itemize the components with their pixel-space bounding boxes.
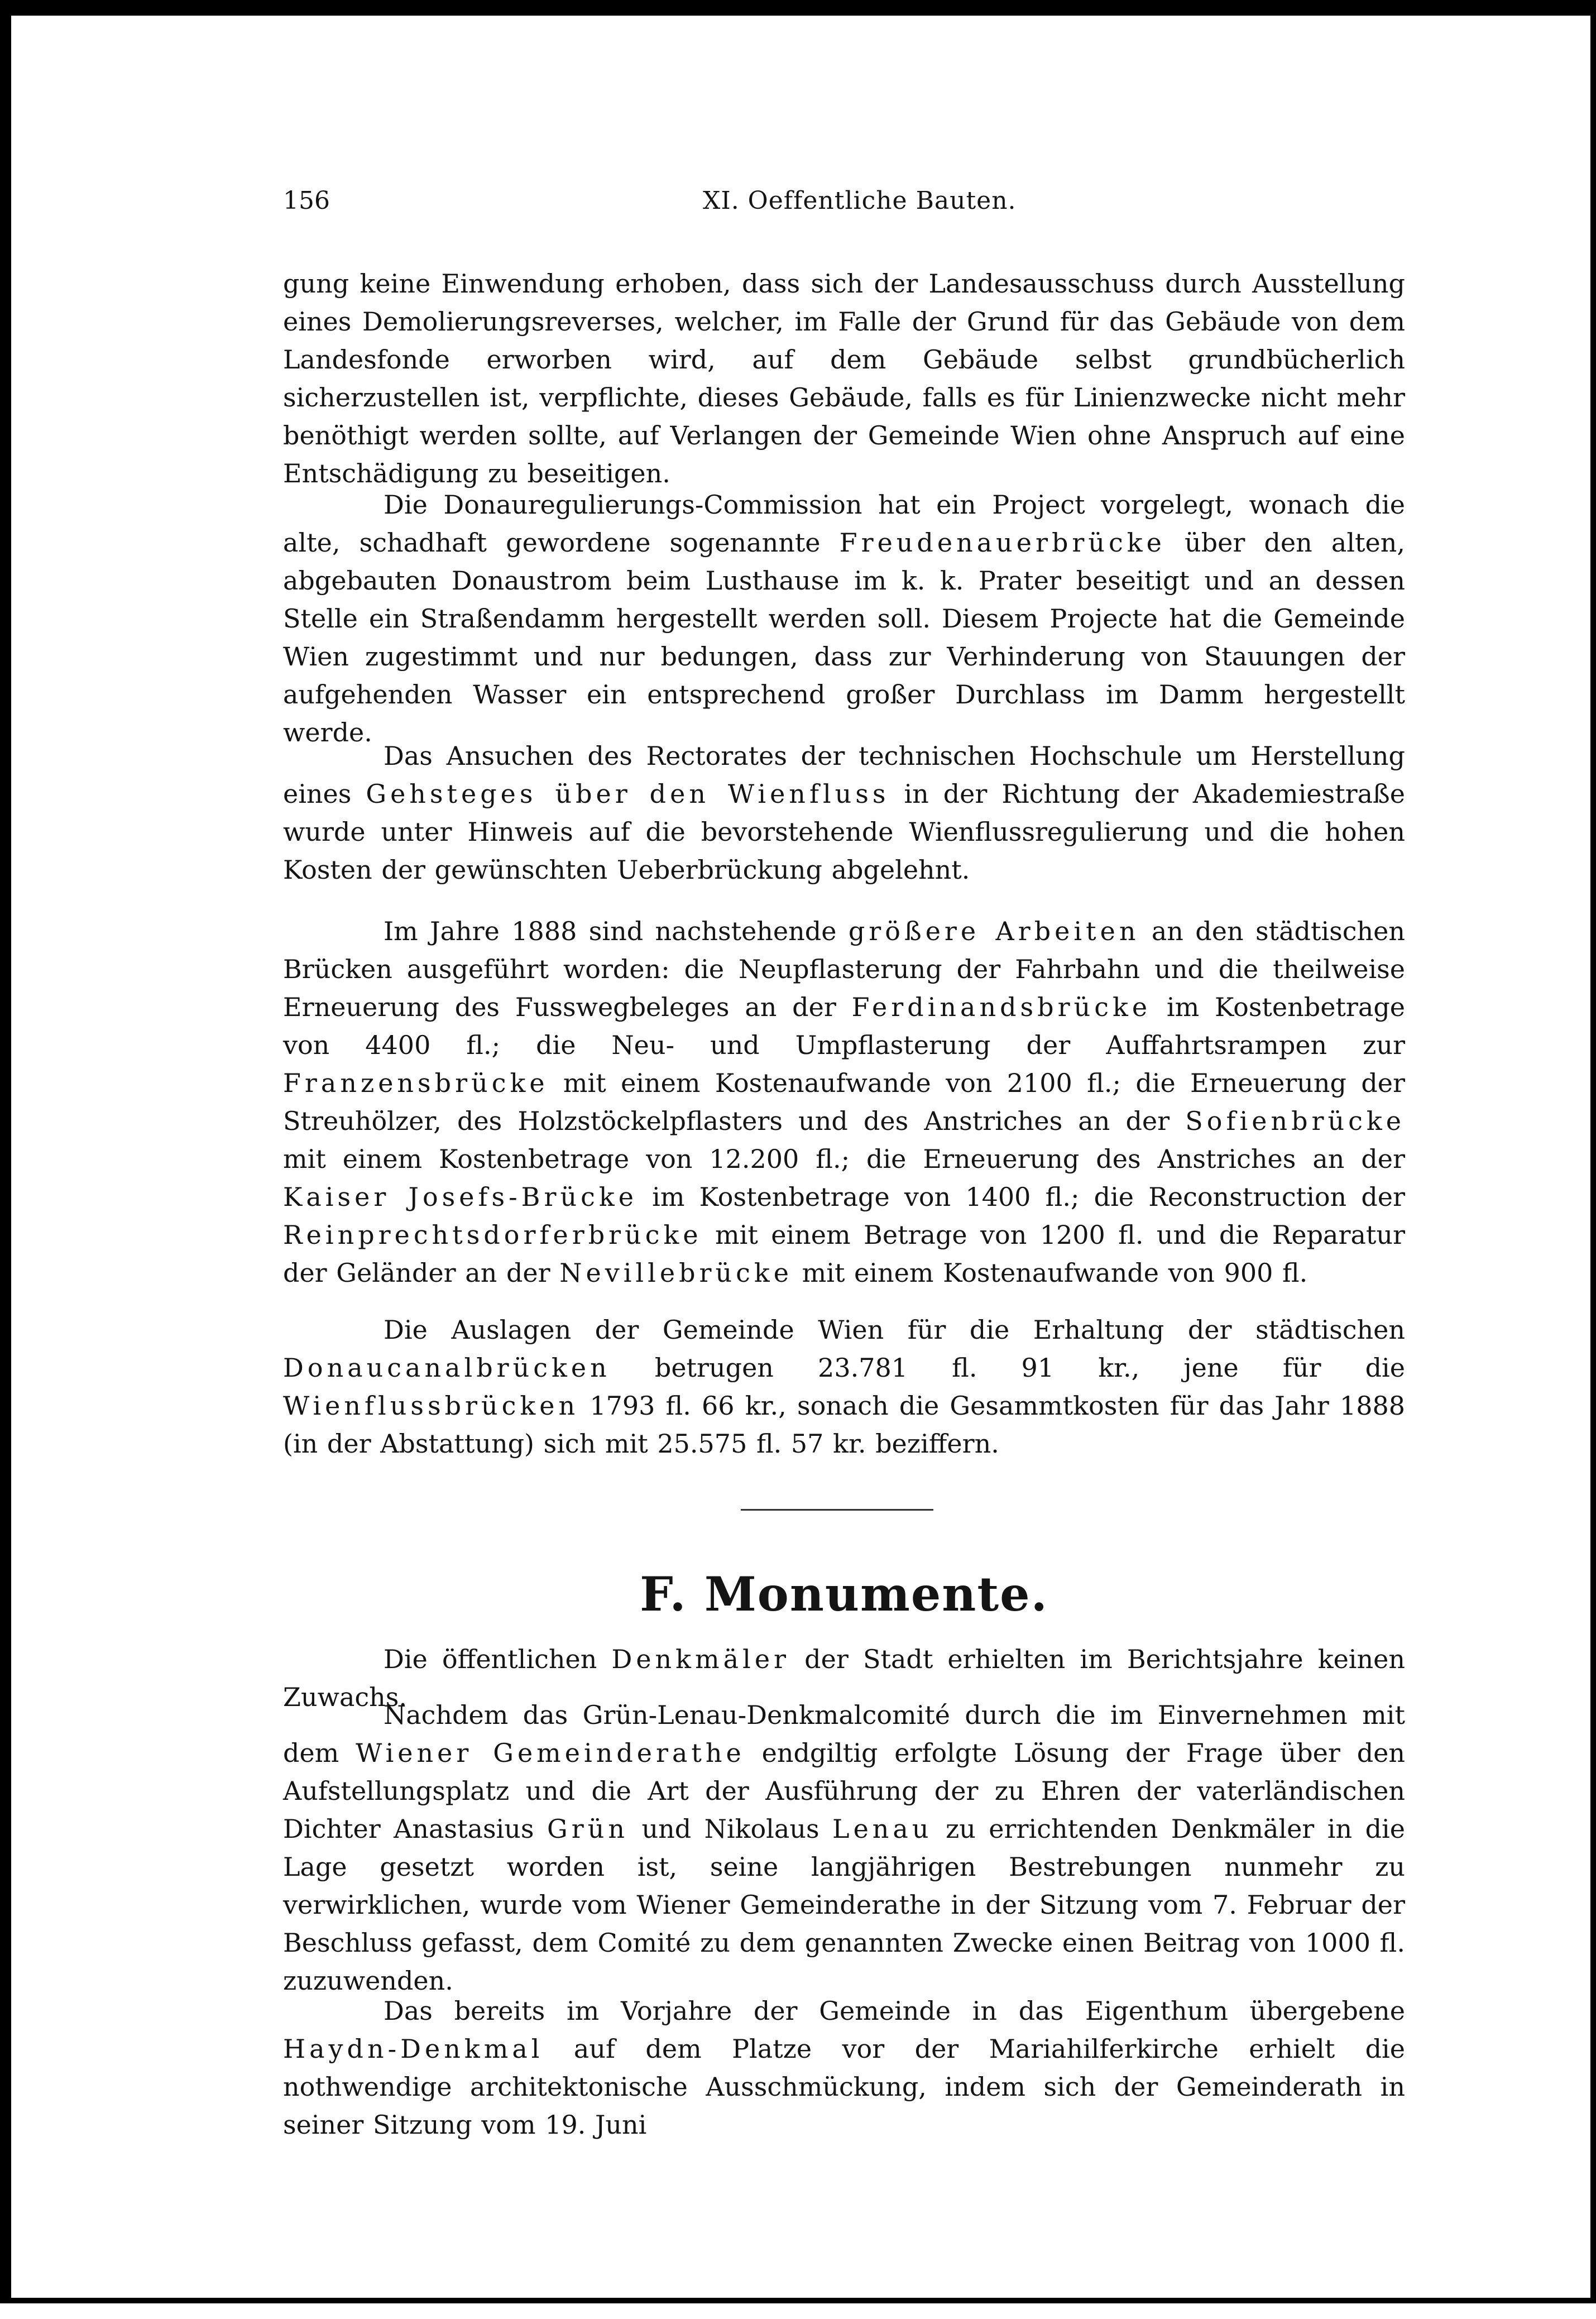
- gehsteg-wienfluss: Gehsteges über den Wienfluss: [366, 779, 890, 809]
- paragraph-freudenauerbruecke: [283, 486, 1405, 751]
- page-body: [283, 16, 1405, 2319]
- running-header: [283, 184, 1405, 218]
- bridge-name-franzensbruecke: Franzensbrücke: [283, 1068, 549, 1098]
- paragraph-bridge-works-1888: [283, 912, 1405, 1292]
- text-run: in der Richtung der Akademiestraße wurde unter Hinweis auf die bevorstehende Wienflussregulierung und die hohen Kosten der gewünschten Ueberbrückung abgelehnt.: [283, 779, 1405, 885]
- text-run: endgiltig erfolgte Lösung der Frage über den Aufstellungsplatz und die Art der Ausführung der zu Ehren der vaterländischen Dichter Anastasius: [283, 1738, 1405, 1844]
- text-run: Das bereits im Vorjahre der Gemeinde in das Eigenthum übergebene: [384, 1996, 1405, 2026]
- bridge-name-nevillebruecke: Nevillebrücke: [559, 1258, 793, 1288]
- text-run: mit einem Kostenbetrage von 12.200 fl.; die Erneuerung des Anstriches an der: [283, 1144, 1405, 1174]
- paragraph-expenses-summary: [283, 1311, 1405, 1463]
- bridge-group-wienflussbruecken: Wienflussbrücken: [283, 1391, 579, 1421]
- monument-name-haydn-denkmal: Haydn-Denkmal: [283, 2034, 544, 2064]
- text-run: betrugen 23.781 fl. 91 kr., jene für die: [610, 1353, 1405, 1383]
- bridge-name-reinprechtsdorferbruecke: Reinprechtsdorferbrücke: [283, 1220, 702, 1250]
- text-run: Die öffentlichen: [384, 1644, 612, 1674]
- page-number: 156: [283, 186, 330, 215]
- text-run: im Kostenbetrage von 4400 fl.; die Neu- und Umpflasterung der Auffahrtsrampen zur: [283, 992, 1406, 1060]
- text-run: Die Auslagen der Gemeinde Wien für die Erhaltung der städtischen: [384, 1315, 1405, 1345]
- poet-name-gruen: Grün: [547, 1814, 629, 1844]
- text-run: der Stadt erhielten im Berichtsjahre keinen Zuwachs.: [283, 1644, 1405, 1712]
- text-run: 1793 fl. 66 kr., sonach die Gesammtkosten für das Jahr 1888 (in der Abstattung) sich mit 25.575 fl. 57 kr. beziffern.: [283, 1391, 1405, 1459]
- wiener-gemeinderath-emphasis: Wiener Gemeinderathe: [356, 1738, 745, 1768]
- text-run: über den alten, abgebauten Donaustrom beim Lusthause im k. k. Prater beseitigt und an dessen Stelle ein Straßendamm hergestellt werden soll. Diesem Projecte hat die Gemeinde Wien zugestimmt und nur bedungen, dass zur Verhinderung von Stauungen der aufgehenden Wasser ein entsprechend großer Durchlass im Damm hergestellt werde.: [283, 528, 1405, 748]
- bridge-name-freudenauerbruecke: Freudenauerbrücke: [839, 528, 1166, 558]
- bridge-group-donaucanalbruecken: Donaucanalbrücken: [283, 1353, 611, 1383]
- text-run: Die Donauregulierungs-Commission hat ein Project vorgelegt, wonach die alte, schadhaft gewordene sogenannte: [283, 490, 1405, 558]
- text-run: und Nikolaus: [628, 1814, 833, 1844]
- text-run: mit einem Kostenaufwande von 2100 fl.; die Erneuerung der Streuhölzer, des Holzstöckelpflasters und des Anstriches an der: [283, 1068, 1405, 1136]
- text-run: mit einem Kostenaufwande von 900 fl.: [793, 1258, 1308, 1288]
- text-run: im Kostenbetrage von 1400 fl.; die Reconstruction der: [637, 1182, 1406, 1212]
- running-title: XI. Oeffentliche Bauten.: [703, 186, 1017, 215]
- text-run: an den städtischen Brücken ausgeführt worden: die Neupflasterung der Fahrbahn und die theilweise Erneuerung des Fusswegbeleges an der: [283, 916, 1406, 1022]
- paragraph-demolition-reverse: gung keine Einwendung erhoben, dass sich der Landesausschuss durch Ausstellung eines Demolierungsreverses, welcher, im Falle der Grund für das Gebäude von dem Landesfonde erworben wird, auf dem Gebäude selbst grundbücherlich sicherzustellen ist, verpflichte, dieses Gebäude, falls es für Linienzwecke nicht mehr benöthigt werden sollte, auf Verlangen der Gemeinde Wien ohne Anspruch auf eine Entschädigung zu beseitigen.: [283, 269, 1405, 488]
- paragraph-gehsteg-wienfluss: [283, 737, 1405, 889]
- paragraph-gruen-lenau-denkmal: [283, 1696, 1405, 2000]
- larger-works-emphasis: größere Arbeiten: [848, 916, 1140, 946]
- bridge-name-ferdinandsbruecke: Ferdinandsbrücke: [851, 992, 1152, 1022]
- text-run: Im Jahre 1888 sind nachstehende: [384, 916, 849, 946]
- text-run: Das Ansuchen des Rectorates der technischen Hochschule um Herstellung eines: [283, 741, 1405, 809]
- denkmaeler-emphasis: Denkmäler: [611, 1644, 790, 1674]
- bridge-name-sofienbruecke: Sofienbrücke: [1185, 1106, 1405, 1136]
- paragraph-haydn-denkmal: [283, 1992, 1405, 2144]
- section-heading-monumente: F. Monumente.: [640, 1566, 1048, 1622]
- bridge-name-kaiser-josefs-bruecke: Kaiser Josefs-Brücke: [283, 1182, 638, 1212]
- poet-name-lenau: Lenau: [832, 1814, 933, 1844]
- text-run: auf dem Platze vor der Mariahilferkirche erhielt die nothwendige architektonische Ausschmückung, indem sich der Gemeinderath in seiner Sitzung vom 19. Juni: [283, 2034, 1405, 2140]
- section-divider: [741, 1509, 933, 1511]
- text-run: mit einem Betrage von 1200 fl. und die Reparatur der Geländer an der: [283, 1220, 1405, 1288]
- text-run: Nachdem das Grün-Lenau-Denkmalcomité durch die im Einvernehmen mit dem: [283, 1700, 1405, 1768]
- text-run: zu errichtenden Denkmäler in die Lage gesetzt worden ist, seine langjährigen Bestrebungen nunmehr zu verwirklichen, wurde vom Wiener Gemeinderathe in der Sitzung vom 7. Februar der Beschluss gefasst, dem Comité zu dem genannten Zwecke einen Beitrag von 1000 fl. zuzuwenden.: [283, 1814, 1405, 1996]
